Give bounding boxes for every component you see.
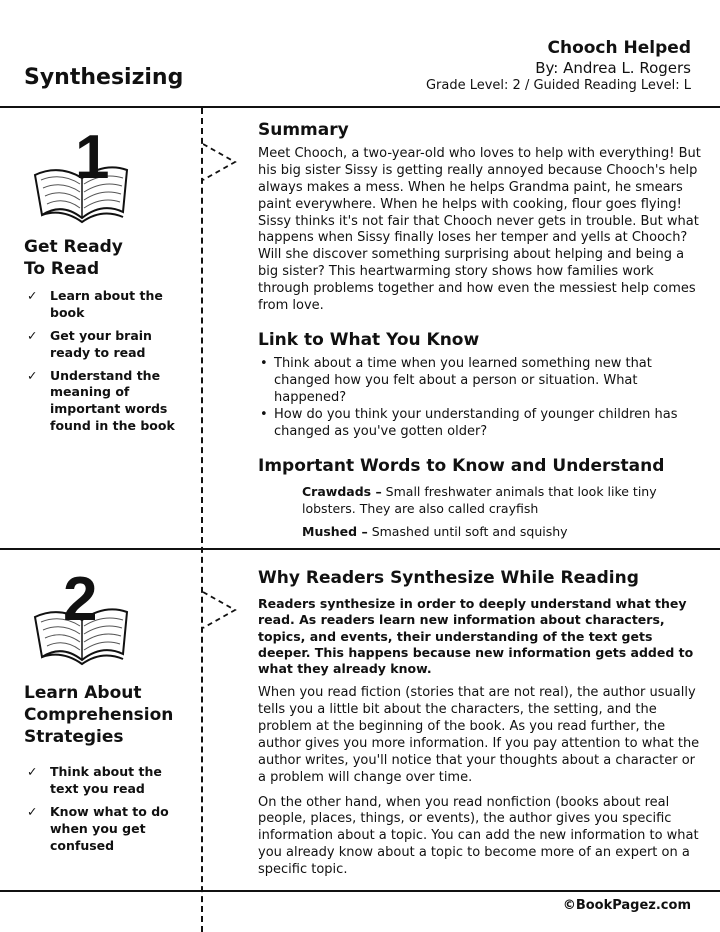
checklist-item bbox=[24, 764, 192, 798]
checkmark-icon: ✓ bbox=[27, 367, 38, 383]
bottom-divider bbox=[0, 890, 720, 892]
nonfiction-paragraph: On the other hand, when you read nonfiction (books about real people, places, things, or events), the author gives you specific information about a topic. You can add the new information to what you already know about a topic to become more of an expert on a specific topic. bbox=[258, 794, 699, 878]
book-author: By: Andrea L. Rogers bbox=[535, 59, 691, 78]
word-entry bbox=[302, 524, 702, 541]
arrow-icon bbox=[203, 588, 239, 632]
word-definition: Smashed until soft and squishy bbox=[367, 523, 568, 539]
word-entry bbox=[302, 484, 702, 518]
checklist-item bbox=[24, 328, 192, 362]
bullet-item: • Think about a time when you learned something new that changed how you felt about a person or situation. What happened? bbox=[258, 356, 705, 407]
step2-heading-line: Comprehension bbox=[24, 705, 174, 726]
checklist-item-label: Know what to do when you get confused bbox=[50, 803, 169, 853]
checklist-item bbox=[24, 368, 192, 436]
open-book-icon bbox=[27, 562, 137, 672]
checkmark-icon: ✓ bbox=[27, 327, 38, 343]
checkmark-icon: ✓ bbox=[27, 803, 38, 819]
top-divider bbox=[0, 106, 720, 108]
checklist-item bbox=[24, 288, 192, 322]
column-divider bbox=[201, 108, 203, 932]
words-section bbox=[258, 456, 705, 547]
summary-text: Meet Chooch, a two-year-old who loves to help with everything! But his big sister Sissy is getting really annoyed because Chooch's help always makes a mess. When he helps Grandma paint, he smears paint everywhere. When he helps with cooking, flour goes flying! Sissy thinks it's not fair that Chooch never gets in trouble. But what happens when Sissy finally loses her temper and yells at Chooch? Will she discover something surprising about helping and being a big sister? This heartwarming story shows how families work through problems together and how even the messiest help comes from love. bbox=[258, 146, 701, 314]
word-term: Mushed – bbox=[302, 523, 368, 539]
word-definition: Small freshwater animals that look like tiny lobsters. They are also called crayfish bbox=[302, 484, 657, 516]
step2-heading bbox=[24, 682, 194, 748]
checklist-item-label: Learn about the book bbox=[50, 288, 163, 320]
checkmark-icon: ✓ bbox=[27, 288, 38, 303]
why-intro: Readers synthesize in order to deeply understand what they read. As readers learn new information about characters, topics, and events, their understanding of the text gets deeper. This happens because new information gets added to what they already know. bbox=[258, 596, 694, 676]
link-heading: Link to What You Know bbox=[258, 330, 480, 350]
step1-checklist bbox=[24, 288, 192, 441]
checklist-item bbox=[24, 804, 192, 855]
step1-heading-line: To Read bbox=[24, 259, 100, 280]
summary-heading: Summary bbox=[258, 120, 349, 140]
step2-heading-line: Learn About bbox=[24, 683, 142, 703]
open-book-icon bbox=[27, 120, 137, 230]
step1-heading bbox=[24, 236, 194, 280]
checklist-item-label: Get your brain ready to read bbox=[50, 327, 152, 360]
step2-checklist bbox=[24, 764, 192, 860]
checklist-item-label: Understand the meaning of important words found in the book bbox=[50, 367, 175, 434]
summary-section bbox=[258, 120, 705, 315]
step-number: 1 bbox=[75, 123, 110, 192]
step-number: 2 bbox=[63, 565, 98, 634]
why-section bbox=[258, 568, 705, 879]
word-term: Crawdads – bbox=[302, 484, 382, 499]
step2-heading-line: Strategies bbox=[24, 727, 124, 748]
book-title: Chooch Helped bbox=[547, 38, 691, 58]
reading-level: Grade Level: 2 / Guided Reading Level: L bbox=[425, 78, 691, 93]
page-title: Synthesizing bbox=[24, 65, 184, 90]
copyright: ©BookPagez.com bbox=[562, 898, 691, 913]
bullet-item: • How do you think your understanding of younger children has changed as you've gotten older? bbox=[258, 407, 705, 441]
link-section bbox=[258, 330, 705, 440]
link-bullets bbox=[258, 356, 705, 440]
checklist-item-label: Think about the text you read bbox=[50, 764, 162, 796]
words-heading: Important Words to Know and Understand bbox=[258, 456, 665, 476]
fiction-paragraph: When you read fiction (stories that are not real), the author usually tells you a little bit about the characters, the setting, and the problem at the beginning of the book. As you read further, the author gives you more information. If you pay attention to what the author writes, you'll notice that your thoughts about a character or a problem will change over time. bbox=[258, 685, 700, 785]
why-heading: Why Readers Synthesize While Reading bbox=[258, 568, 639, 588]
middle-divider bbox=[0, 548, 720, 550]
checkmark-icon: ✓ bbox=[27, 764, 38, 779]
book-info bbox=[426, 38, 691, 94]
word-list bbox=[258, 484, 702, 541]
arrow-icon bbox=[203, 140, 239, 184]
step1-heading-line: Get Ready bbox=[24, 237, 123, 257]
